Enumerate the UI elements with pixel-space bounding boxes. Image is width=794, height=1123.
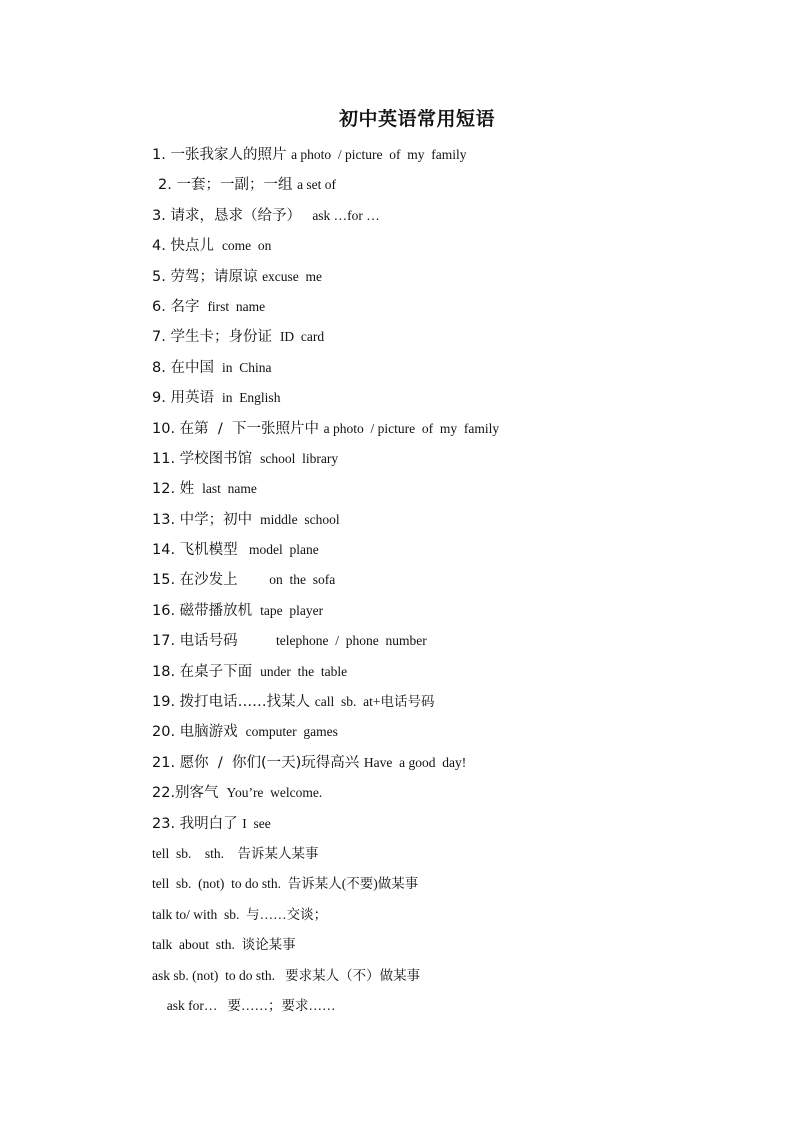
phrase-line — [152, 934, 752, 964]
phrase-chinese: 5. 劳驾；请原谅 — [152, 268, 263, 285]
phrase-line — [152, 357, 752, 387]
phrase-english: a set of — [297, 177, 337, 193]
phrase-chinese: 15. 在沙发上 — [152, 572, 243, 589]
phrase-line — [152, 478, 752, 508]
phrase-line — [152, 813, 752, 843]
phrase-chinese: 16. 磁带播放机 — [152, 602, 257, 619]
phrase-english: in English — [218, 390, 281, 406]
phrase-english: model plane — [242, 542, 319, 558]
phrase-chinese: 8. 在中国 — [152, 359, 219, 376]
phrase-english: a photo / picture of my family — [291, 147, 467, 162]
phrase-line — [152, 387, 752, 417]
phrase-line — [152, 752, 752, 782]
phrase-line — [152, 630, 752, 660]
phrase-english: middle school — [256, 511, 340, 527]
phrase-line — [152, 205, 752, 235]
phrase-list — [152, 144, 752, 1025]
phrase-line — [152, 509, 752, 539]
phrase-english: ID card — [276, 329, 325, 345]
phrase-chinese: 7. 学生卡；身份证 — [152, 329, 277, 346]
phrase-chinese: 19. 拨打电话……找某人 — [152, 694, 315, 711]
phrase-line — [152, 539, 752, 569]
phrase-chinese: 18. 在桌子下面 — [152, 663, 257, 680]
phrase-english: I see — [242, 815, 271, 831]
phrase-chinese: 12. 姓 — [152, 481, 199, 498]
phrase-english: talk about sth. 谈论某事 — [152, 937, 296, 953]
phrase-line — [152, 904, 752, 934]
phrase-english: You’re welcome. — [223, 785, 323, 801]
phrase-chinese: 1. 一张我家人的照片 — [152, 147, 292, 163]
phrase-chinese: 2. 一套；一副；一组 — [158, 177, 298, 194]
phrase-line — [152, 965, 752, 995]
phrase-line — [152, 174, 752, 204]
phrase-line — [152, 448, 752, 478]
phrase-english: ask sb. (not) to do sth. 要求某人（不）做某事 — [152, 967, 421, 983]
phrase-line — [152, 569, 752, 599]
phrase-chinese: 3. 请求，恳求（给予） — [152, 207, 306, 224]
phrase-line — [152, 843, 752, 873]
phrase-english: Have a good day! — [363, 754, 467, 770]
phrase-english: excuse me — [262, 268, 323, 284]
phrase-english: computer games — [242, 724, 338, 740]
phrase-chinese: 6. 名字 — [152, 298, 205, 315]
phrase-line — [152, 600, 752, 630]
phrase-line — [152, 418, 752, 448]
phrase-english: call sb. at+电话号码 — [314, 694, 435, 710]
phrase-english: in China — [218, 359, 272, 375]
phrase-line — [152, 661, 752, 691]
phrase-english: tape player — [256, 602, 324, 618]
phrase-english: a photo / picture of my family — [323, 420, 500, 436]
phrase-line — [152, 296, 752, 326]
phrase-chinese: 14. 飞机模型 — [152, 542, 243, 559]
phrase-chinese: 11. 学校图书馆 — [152, 450, 257, 467]
phrase-line — [152, 782, 752, 812]
phrase-english: telephone / phone number — [242, 633, 427, 649]
phrase-english: under the table — [256, 663, 348, 679]
phrase-chinese: 20. 电脑游戏 — [152, 724, 243, 741]
phrase-chinese: 13. 中学；初中 — [152, 511, 257, 528]
phrase-chinese: 21. 愿你 / 你们(一天)玩得高兴 — [152, 754, 364, 771]
phrase-chinese: 23. 我明白了 — [152, 815, 243, 832]
page-title: 初中英语常用短语 — [338, 108, 495, 130]
phrase-line — [152, 326, 752, 356]
phrase-english: school library — [256, 450, 339, 466]
phrase-english: talk to/ with sb. 与……交谈； — [152, 906, 328, 922]
phrase-english: come on — [218, 238, 272, 254]
phrase-line — [152, 266, 752, 296]
phrase-line — [152, 721, 752, 751]
phrase-english: last name — [198, 481, 257, 497]
phrase-english: tell sb. sth. 告诉某人某事 — [152, 845, 319, 861]
phrase-english: ask …for … — [305, 207, 380, 223]
phrase-line — [152, 144, 752, 174]
phrase-chinese: 17. 电话号码 — [152, 633, 243, 650]
phrase-english: on the sofa — [242, 572, 336, 588]
phrase-chinese: 22.别客气 — [152, 785, 224, 802]
phrase-english: ask for… 要……；要求…… — [160, 997, 336, 1013]
phrase-line — [152, 235, 752, 265]
phrase-english: tell sb. (not) to do sth. 告诉某人(不要)做某事 — [152, 876, 419, 892]
phrase-english: first name — [204, 298, 266, 314]
phrase-line — [152, 995, 752, 1025]
phrase-chinese: 10. 在第 / 下一张照片中 — [152, 420, 324, 437]
phrase-chinese: 4. 快点儿 — [152, 238, 219, 255]
phrase-line — [152, 691, 752, 721]
phrase-line — [152, 873, 752, 903]
phrase-chinese: 9. 用英语 — [152, 390, 219, 407]
